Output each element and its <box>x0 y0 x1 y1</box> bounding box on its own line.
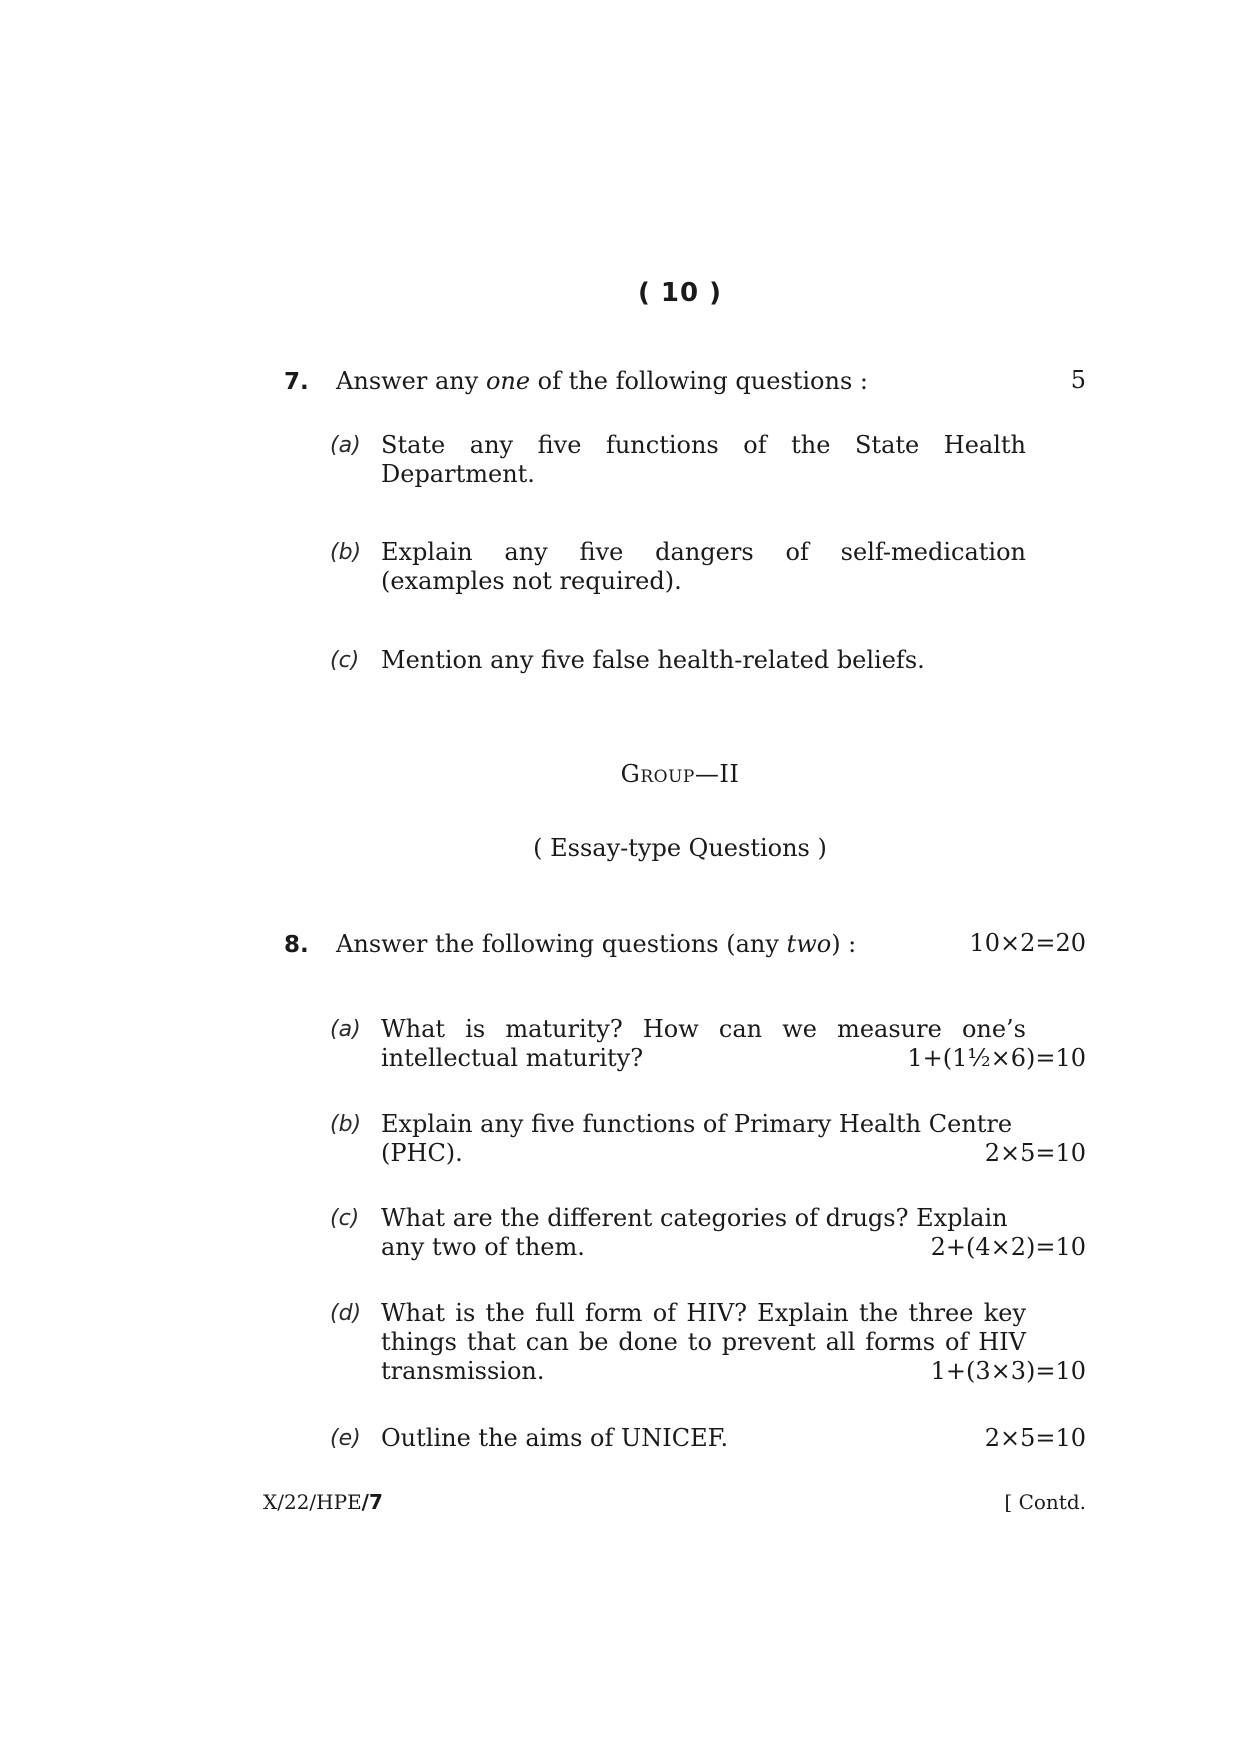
question-8b-label: (b) <box>330 1112 362 1137</box>
question-8-marks: 10×2=20 <box>969 929 1086 957</box>
question-8-emphasis: two <box>786 930 832 958</box>
question-8-number: 8. <box>284 932 309 958</box>
question-8d-line-2: things that can be done to prevent all forms of HIV <box>381 1328 1026 1356</box>
question-8d-text <box>381 1299 1086 1386</box>
question-8b-text <box>381 1110 1086 1168</box>
footer-contd: [ Contd. <box>1004 1490 1086 1514</box>
question-8e-line-1: Outline the aims of UNICEF. <box>381 1424 729 1452</box>
question-8b-marks: 2×5=10 <box>984 1139 1086 1167</box>
question-8e-text <box>381 1424 1086 1453</box>
question-8e-marks: 2×5=10 <box>984 1424 1086 1452</box>
footer-code-suffix: /7 <box>361 1490 383 1514</box>
question-8a-label: (a) <box>330 1017 361 1042</box>
question-8e-line-1-row <box>381 1424 1086 1453</box>
question-8c-text <box>381 1204 1086 1262</box>
question-8a-line-1: What is maturity? How can we measure one’s <box>381 1015 1026 1043</box>
group-title-suffix: —II <box>694 760 740 788</box>
question-8d-line-1: What is the full form of HIV? Explain the three key <box>381 1299 1026 1327</box>
question-7-text-after: of the following questions : <box>530 367 868 395</box>
question-7-marks: 5 <box>1070 366 1086 394</box>
question-8e-label: (e) <box>330 1426 361 1451</box>
group-title-prefix: G <box>620 760 641 788</box>
question-8d-line-3: transmission. <box>381 1357 545 1385</box>
question-7c-label: (c) <box>330 648 360 673</box>
group-subtitle: ( Essay-type Questions ) <box>533 834 827 862</box>
question-8d-marks: 1+(3×3)=10 <box>930 1357 1086 1385</box>
question-7-emphasis: one <box>485 367 531 395</box>
question-8d-line-3-row <box>381 1357 1086 1386</box>
question-7c-text <box>381 646 1026 675</box>
question-8c-label: (c) <box>330 1206 360 1231</box>
question-7b-line-2: (examples not required). <box>381 567 682 595</box>
footer-paper-code <box>263 1490 383 1514</box>
question-7a-text <box>381 431 1026 489</box>
question-8b-line-2: (PHC). <box>381 1139 463 1167</box>
question-8-text-after: ) : <box>831 930 857 958</box>
question-8a-line-2-row <box>381 1044 1086 1073</box>
question-7a-label: (a) <box>330 433 361 458</box>
question-7-text-before: Answer any <box>336 367 486 395</box>
question-7b-text <box>381 538 1026 596</box>
question-7a-line-1: State any five functions of the State Health <box>381 431 1026 459</box>
group-title-smallcaps: roup <box>640 760 695 788</box>
question-8b-line-1: Explain any five functions of Primary Health Centre <box>381 1110 1013 1138</box>
question-8-text-before: Answer the following questions (any <box>336 930 787 958</box>
footer-code-prefix: X/22/HPE <box>263 1490 362 1514</box>
question-8a-line-2: intellectual maturity? <box>381 1044 644 1072</box>
group-title <box>0 760 1241 788</box>
question-8c-line-1: What are the different categories of drugs? Explain <box>381 1204 1008 1232</box>
question-7-number: 7. <box>284 369 309 395</box>
page-number: ( 10 ) <box>637 278 723 308</box>
question-7b-line-1: Explain any five dangers of self-medication <box>381 538 1026 566</box>
question-8d-label: (d) <box>330 1301 362 1326</box>
question-8c-line-2: any two of them. <box>381 1233 585 1261</box>
question-8a-text <box>381 1015 1086 1073</box>
question-8b-line-2-row <box>381 1139 1086 1168</box>
question-8-heading <box>284 929 856 960</box>
question-7-heading <box>284 366 868 397</box>
question-8c-marks: 2+(4×2)=10 <box>930 1233 1086 1261</box>
question-8a-marks: 1+(1½×6)=10 <box>907 1044 1086 1072</box>
question-7c-line-1: Mention any five false health-related beliefs. <box>381 646 925 674</box>
question-7b-label: (b) <box>330 540 362 565</box>
question-7a-line-2: Department. <box>381 460 535 488</box>
question-8c-line-2-row <box>381 1233 1086 1262</box>
